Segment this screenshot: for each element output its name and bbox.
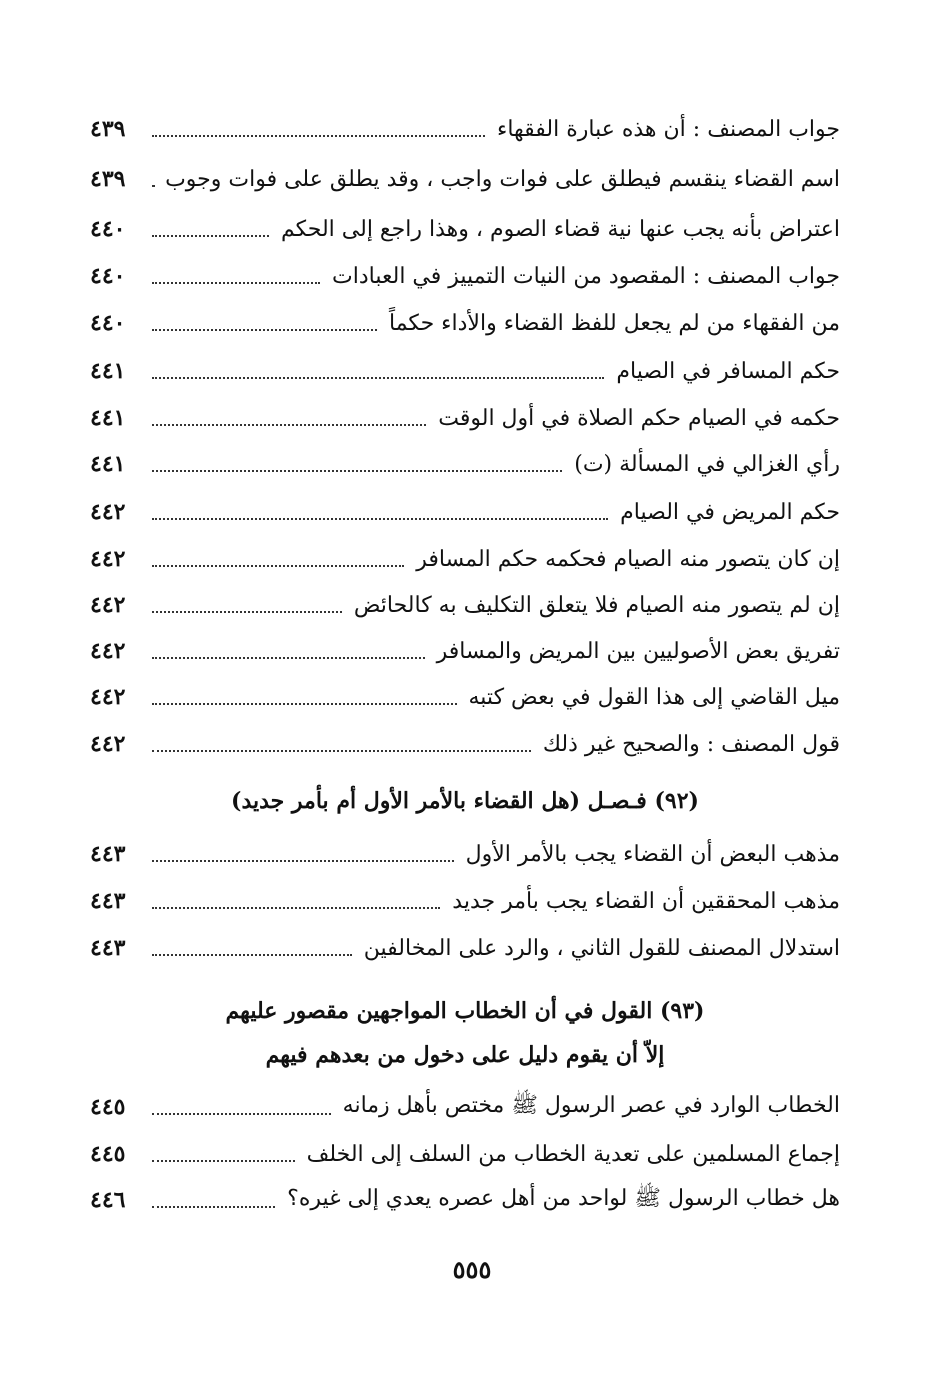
toc-entry-title: ميل القاضي إلى هذا القول في بعض كتبه bbox=[468, 684, 840, 710]
toc-entry bbox=[90, 536, 840, 582]
dot-leader bbox=[152, 235, 269, 237]
toc-entry-page: ٤٤٣ bbox=[90, 841, 126, 867]
toc-entry-title: هل خطاب الرسول ﷺ لواحد من أهل عصره يعدي إلى غيره؟ bbox=[287, 1186, 840, 1211]
toc-entry bbox=[90, 582, 840, 628]
toc-entry-title: من الفقهاء من لم يجعل للفظ القضاء والأداء حكماً bbox=[389, 310, 840, 336]
dot-leader bbox=[152, 329, 377, 331]
toc-entry-title: حكمه في الصيام حكم الصلاة في أول الوقت bbox=[438, 405, 840, 431]
toc-entry bbox=[90, 1084, 840, 1130]
dot-leader bbox=[152, 657, 425, 659]
toc-entry-page: ٤٤٥ bbox=[90, 1094, 126, 1120]
dot-leader bbox=[152, 377, 604, 379]
toc-entry-page: ٤٤٠ bbox=[90, 263, 126, 289]
toc-entry bbox=[90, 878, 840, 924]
toc-entry-title: تفريق بعض الأصوليين بين المريض والمسافر bbox=[436, 638, 840, 664]
dot-leader bbox=[152, 750, 531, 752]
section-heading: (٩٢) فـصـل (هل القضاء بالأمر الأول أم بأمر جديد) bbox=[231, 788, 699, 814]
toc-entry bbox=[90, 721, 840, 767]
dot-leader bbox=[152, 954, 352, 956]
toc-entry-page: ٤٤١ bbox=[90, 451, 126, 477]
dot-leader bbox=[152, 1160, 295, 1162]
toc-entry bbox=[90, 1131, 840, 1177]
toc-entry-title: مذهب البعض أن القضاء يجب بالأمر الأول bbox=[465, 841, 840, 867]
toc-entry bbox=[90, 395, 840, 441]
toc-entry-title: استدلال المصنف للقول الثاني ، والرد على المخالفين bbox=[363, 935, 840, 961]
dot-leader bbox=[152, 470, 562, 472]
toc-entry-page: ٤٣٩ bbox=[90, 116, 126, 142]
toc-entry-title: إن لم يتصور منه الصيام فلا يتعلق التكليف به كالحائض bbox=[353, 592, 840, 618]
toc-entry bbox=[90, 300, 840, 346]
dot-leader bbox=[152, 1206, 275, 1208]
toc-entry-title: جواب المصنف : أن هذه عبارة الفقهاء bbox=[496, 116, 840, 142]
dot-leader bbox=[152, 135, 485, 137]
toc-entry-title: مذهب المحققين أن القضاء يجب بأمر جديد bbox=[452, 888, 840, 914]
toc-entry bbox=[90, 489, 840, 535]
toc-entry bbox=[90, 206, 840, 252]
dot-leader bbox=[152, 907, 440, 909]
toc-entry-page: ٤٤٥ bbox=[90, 1141, 126, 1167]
toc-entry-title: إن كان يتصور منه الصيام فحكمه حكم المسافر bbox=[416, 546, 840, 572]
toc-entry-page: ٤٤٣ bbox=[90, 888, 126, 914]
page-number: ٥٥٥ bbox=[452, 1255, 492, 1284]
toc-entry-title: اسم القضاء ينقسم فيطلق على فوات واجب ، وقد يطلق على فوات وجوب bbox=[165, 166, 840, 192]
toc-entry-page: ٤٤٢ bbox=[90, 546, 126, 572]
toc-entry bbox=[90, 925, 840, 971]
toc-entry bbox=[90, 156, 840, 202]
toc-entry bbox=[90, 831, 840, 877]
toc-entry-page: ٤٤٦ bbox=[90, 1187, 126, 1213]
toc-entry-page: ٤٤٣ bbox=[90, 935, 126, 961]
dot-leader bbox=[152, 282, 320, 284]
toc-entry-title: اعتراض بأنه يجب عنها نية قضاء الصوم ، وهذا راجع إلى الحكم bbox=[280, 216, 840, 242]
toc-entry bbox=[90, 1177, 840, 1223]
section-heading: (٩٣) القول في أن الخطاب المواجهين مقصور عليهم bbox=[225, 998, 705, 1024]
toc-entry-page: ٤٤٢ bbox=[90, 638, 126, 664]
dot-leader bbox=[152, 185, 153, 187]
dot-leader bbox=[152, 518, 608, 520]
toc-entry-title: حكم المسافر في الصيام bbox=[616, 358, 840, 384]
toc-entry-page: ٤٤١ bbox=[90, 405, 126, 431]
dot-leader bbox=[152, 611, 342, 613]
toc-entry-page: ٤٤٢ bbox=[90, 684, 126, 710]
toc-entry bbox=[90, 348, 840, 394]
toc-entry bbox=[90, 441, 840, 487]
toc-entry bbox=[90, 253, 840, 299]
toc-entry-page: ٤٤٢ bbox=[90, 731, 126, 757]
toc-entry bbox=[90, 674, 840, 720]
dot-leader bbox=[152, 703, 457, 705]
dot-leader bbox=[152, 1113, 331, 1115]
toc-entry-page: ٤٤٠ bbox=[90, 216, 126, 242]
toc-entry-page: ٤٤٢ bbox=[90, 592, 126, 618]
toc-entry-title: قول المصنف : والصحيح غير ذلك bbox=[542, 731, 840, 757]
toc-entry-page: ٤٣٩ bbox=[90, 166, 126, 192]
toc-entry-title: رأي الغزالي في المسألة (ت) bbox=[574, 451, 840, 477]
toc-entry-page: ٤٤٠ bbox=[90, 310, 126, 336]
toc-entry-title: جواب المصنف : المقصود من النيات التمييز في العبادات bbox=[332, 263, 840, 289]
toc-entry-page: ٤٤٢ bbox=[90, 499, 126, 525]
toc-entry-title: إجماع المسلمين على تعدية الخطاب من السلف إلى الخلف bbox=[306, 1141, 840, 1167]
dot-leader bbox=[152, 565, 404, 567]
toc-entry-title: حكم المريض في الصيام bbox=[620, 499, 840, 525]
dot-leader bbox=[152, 860, 454, 862]
toc-entry bbox=[90, 628, 840, 674]
dot-leader bbox=[152, 424, 426, 426]
toc-entry bbox=[90, 106, 840, 152]
section-heading-line-2: إلاّ أن يقوم دليل على دخول من بعدهم فيهم bbox=[265, 1042, 665, 1068]
toc-entry-page: ٤٤١ bbox=[90, 358, 126, 384]
toc-entry-title: الخطاب الوارد في عصر الرسول ﷺ مختص بأهل زمانه bbox=[342, 1093, 840, 1118]
